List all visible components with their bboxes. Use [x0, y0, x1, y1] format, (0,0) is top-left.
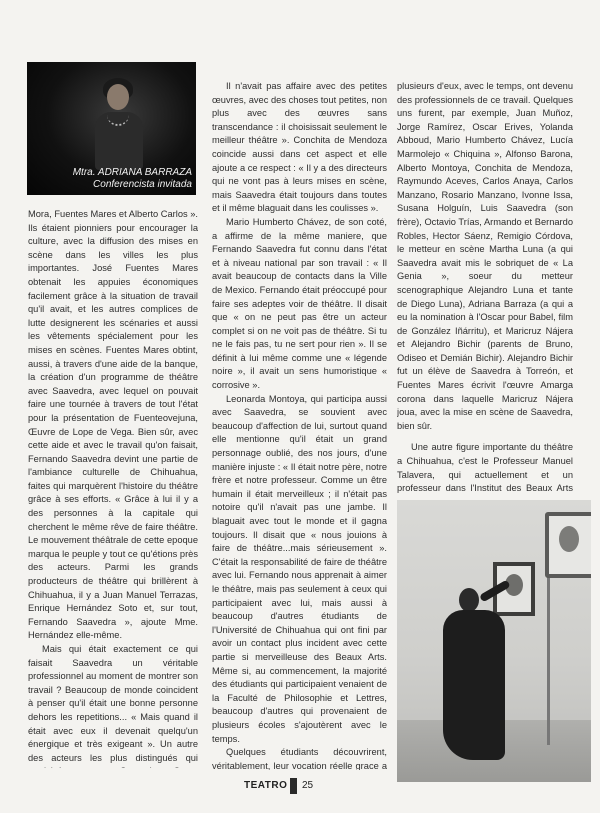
- paragraph: Mario Humberto Chávez, de son coté, a affirme de la même maniere, que Fernando Saavedra fut connu dans l'état et à niveau national par son travail : « Il avait beaucoup de contacts dans la Ville de Mexico. Fernando était préoccupé pour faire ses adeptes voir de théâtre. Il disait que « on ne peut pas être un acteur complet si on ne voit pas de théâtre. Si tu ne le fais pas, tu ne sert pour rien ». Il se définit à lui même comme une « légende noire », il avait un sens humoristique « corrosive ».: [212, 216, 387, 391]
- actress-figure: [443, 610, 505, 760]
- paragraph: Il n'avait pas affaire avec des petites œuvres, avec des choses tout petites, non plus avec des œuvres sans transcendance : il choisissait seulement le meilleur théâtre ». Conchita de Mendoza coincide aussi dans cet aspect et elle ajoute a ce respect : « Il y a des directeurs qui ne vont pas à leurs mises en scène, mais Saavedra était toujours dans toutes et il même blaguait dans les coulisses ».: [212, 81, 387, 214]
- paragraph: plusieurs d'eux, avec le temps, ont devenu des professionnels de ce travail. Quelques uns furent, par exemple, Juan Muñoz, Jorge Ramírez, Oscar Erives, Yolanda Abboud, Mario Humberto Chávez, Lucía Marmolejo « Chiquina », Alfonso Barona, Alberto Montoya, Conchita de Mendoza, Raymundo Aceves, Carlos Anaya, Carlos Manzano, Rosario Manzano, Ivonne Issa, Susana Holguín, Luis Saavedra (son frère), Octavio Trías, Armando et Bernardo Robles, Hector Sáenz, Remigio Córdova, le metteur en scène Martha Luna (a qui Saavedra avait mis le sobriquet de « La Genia », soeur du metteur scenographique Alejandro Luna et tante de Diego Luna), Adriana Barraza (a qui a eu la nomination à l'Oscar pour Babel, film de González Iñárritu), et Maricruz Nájera et Alejandro Bichir (parents de Bruno, Odiseo et Demián Bichir). Alejandro Bichir fut un élève de Saavedra à Torreón, et Fuentes Mares écrivit l'œuvre Amarga corona dans laquelle Maricruz Nájera joua, avec la mise en scène de Saavedra, bien sûr.: [397, 81, 573, 431]
- paragraph: Mais qui était exactement ce qui faisait Saavedra un véritable professionnel au moment de montrer son travail ? Beaucoup de monde coincident à penser qu'il était une bonne personne dehors les repetitions... « Mais quand il était avec eux il devenait quelqu'un énergique et très exigeant ». Un autre des acteurs les plus distingués qui: [28, 644, 198, 763]
- paragraph: Une autre figure importante du théâtre a Chihuahua, c'est le Professeur Manuel Talavera, qui actuellement et un professeur dans l'Institut des Beaux Arts: [397, 442, 573, 494]
- paragraph: Leonarda Montoya, qui participa aussi avec Saavedra, se souvient avec beaucoup d'affection de lui, surtout quand elle mentionne qu'il était un grand personnage oublié, des nos jours, d'une manière injuste : « Il était notre père, notre frère et notre professeur. Comme un être humain il était merveilleux ; il n'était pas notoire qu'il n'avait pas une jambe. Il blaguait avec tout le monde et il gagna toujours. Il disait que « nous jouions à faire de théâtre...mais sérieusement ». C'était la responsabilité de faire de théâtre avec lui. Fernando nous apprenait à aimer le théâtre, mais pas seulement à ceux qui participaient avec lui, mais aussi à beaucoup d'autres étudiants de l'Université de Chihuahua qui ont fini par avoir un contact plus incident avec cette partie si merveilleuse des Beaux Arts. Même si, au commencement, la majorité des étudiants qui participaient venaient de la Faculté de Philosophie et Lettres, beaucoup d'autres qui provenaient de plusieurs écoles s'ajoutèrent avec le temps.: [212, 393, 387, 744]
- photo-caption: [27, 167, 192, 191]
- paragraph: Mora, Fuentes Mares et Alberto Carlos ». Ils étaient pionniers pour encourager la culture, avec la diffusion des mises en scène dans les villes les plus importantes. José Fuentes Mares obtenait les appuies économiques facilement grâce à la situation de travail qu'il avait, et les autres complices de lutte designerent les scénaries et aussi les vêtements spécialement pour les mises en scènes. Fuentes Mares obtint, aussi, à travers d'une aide de la banque, la création d'un programme de théâtre avec Saavedra, avec lequel on pouvait faire une tournée à travers de tout l'état pour la présentation de Fuenteovejuna, Œuvre de Lope de Vega. Bien sûr, avec cette aide et avec le travail qu'on faisait, Fernando Saavedra devint une partie de l'ambiance culturelle de Chihuahua, faites qui marquèrent l'histoire du théâtre grâce à ses efforts. « Grâce à lui il y a des personnes à la capitale qui cherchent le même rêve de faire théâtre. Le mouvement théâtrale de cette epoque marqua le peuple y tout ce qu'étions près des acteurs. Parmi les grands producteurs de théâtre qui brillèrent à Chihuahua, il y a Juan Manuel Terrazas, Enrique Hernández Soto et, sur tout, Fernando Saavedra », ajoute Mme. Hernández elle-même.: [28, 209, 198, 641]
- page-number: 25: [302, 780, 314, 791]
- paragraph: Quelques étudiants découvrirent, véritablement, leur vocation réelle grace a: [212, 747, 387, 770]
- text-column-2: [212, 80, 387, 770]
- footer-divider: [290, 778, 297, 794]
- text-column-1: [28, 208, 198, 768]
- text-column-3: [397, 80, 573, 498]
- caption-name: Mtra. ADRIANA BARRAZA: [72, 167, 192, 178]
- speaker-figure: [89, 72, 149, 172]
- caption-role: Conferencista invitada: [93, 179, 192, 190]
- portrait-frame: [545, 512, 591, 578]
- speaker-photo: [27, 62, 196, 195]
- stage-photo: [397, 500, 591, 782]
- section-label: TEATRO: [244, 780, 288, 791]
